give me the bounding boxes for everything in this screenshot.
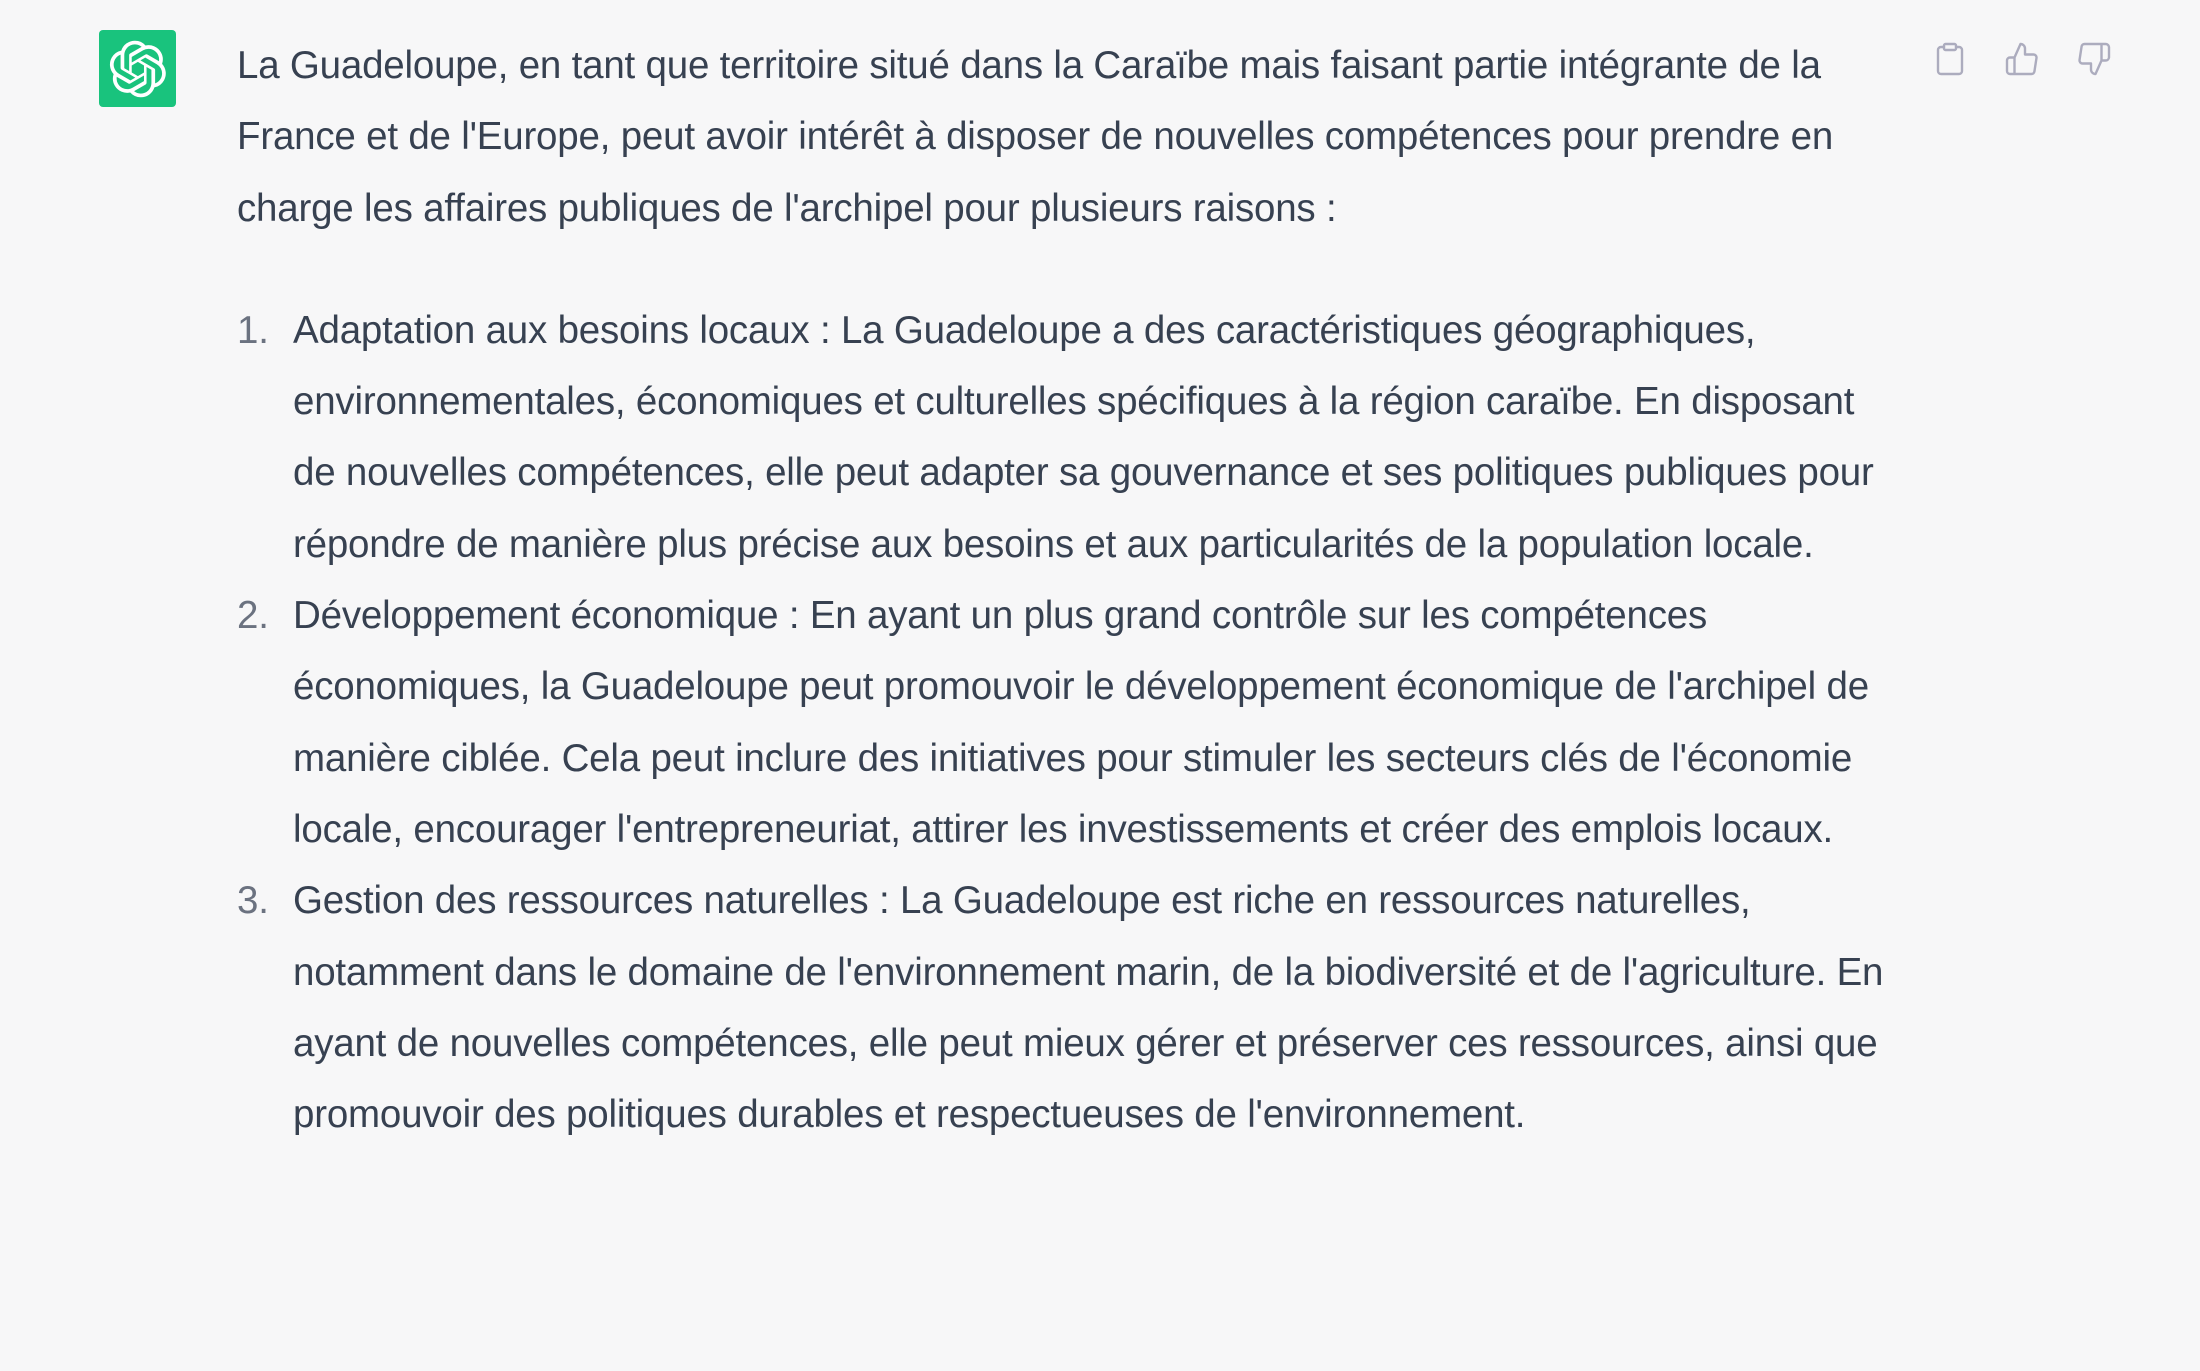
copy-button[interactable] — [1932, 38, 1968, 80]
assistant-avatar — [99, 30, 176, 107]
thumbs-up-button[interactable] — [2004, 38, 2040, 80]
list-item — [237, 295, 1897, 580]
thumbs-down-button[interactable] — [2076, 38, 2112, 80]
list-item — [237, 865, 1897, 1150]
list-item-text: Développement économique : En ayant un plus grand contrôle sur les compétences économiques, la Guadeloupe peut promouvoir le développement économique de l'archipel de manière ciblée. Cela peut inclure des initiatives pour stimuler les secteurs clés de l'économie locale, encourager l'entrepreneuriat, attirer les investissements et créer des emplois locaux. — [293, 594, 1869, 851]
list-item-number: 1. — [237, 308, 269, 352]
thumbs-down-icon — [2076, 39, 2112, 79]
reasons-list — [237, 295, 1897, 1151]
message-actions — [1932, 38, 2112, 80]
assistant-message — [237, 30, 1897, 1150]
list-item-number: 3. — [237, 879, 269, 923]
openai-logo-icon — [109, 40, 167, 98]
list-item-text: Adaptation aux besoins locaux : La Guadeloupe a des caractéristiques géographiques, environnementales, économiques et culturelles spécifiques à la région caraïbe. En disposant de nouvelles compétences, elle peut adapter sa gouvernance et ses politiques publiques pour répondre de manière plus précise aux besoins et aux particularités de la population locale. — [293, 308, 1874, 566]
message-intro: La Guadeloupe, en tant que territoire situé dans la Caraïbe mais faisant partie intégrante de la France et de l'Europe, peut avoir intérêt à disposer de nouvelles compétences pour prendre en charge les affaires publiques de l'archipel pour plusieurs raisons : — [237, 44, 1834, 230]
thumbs-up-icon — [2004, 39, 2040, 79]
list-item-number: 2. — [237, 594, 269, 638]
clipboard-icon — [1932, 39, 1968, 79]
list-item-text: Gestion des ressources naturelles : La Guadeloupe est riche en ressources naturelles, notamment dans le domaine de l'environnement marin, de la biodiversité et de l'agriculture. En ayant de nouvelles compétences, elle peut mieux gérer et préserver ces ressources, ainsi que promouvoir des politiques durables et respectueuses de l'environnement. — [293, 879, 1884, 1137]
list-item — [237, 580, 1897, 865]
